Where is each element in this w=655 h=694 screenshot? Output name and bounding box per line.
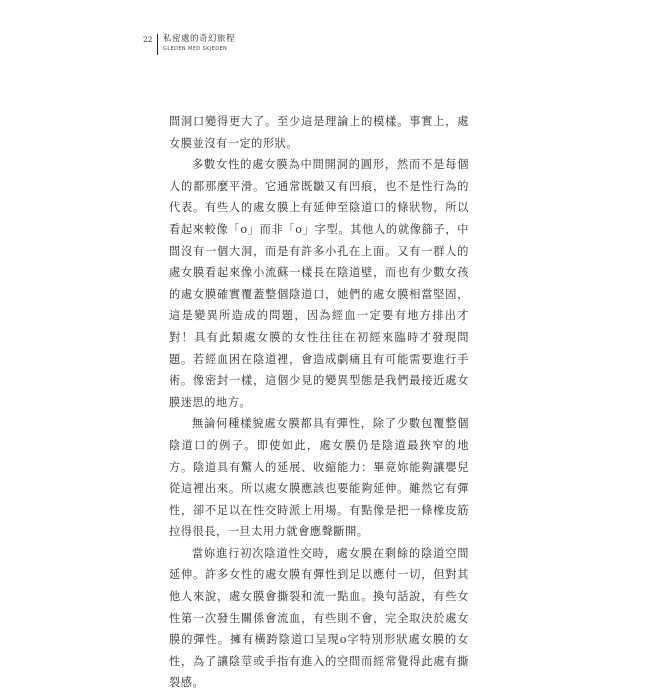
header-titles — [163, 34, 235, 53]
body-text — [169, 111, 469, 694]
running-header — [143, 34, 235, 58]
paragraph: 間洞口變得更大了。至少這是理論上的模樣。事實上，處女膜並沒有一定的形狀。 — [169, 115, 469, 150]
book-title-chinese: 私密處的奇幻旅程 — [163, 34, 236, 44]
page-number: 22 — [143, 35, 153, 44]
book-title-original: GLEDEN MED SKJEDEN — [163, 46, 228, 52]
paragraph: 多數女性的處女膜為中間開洞的圓形，然而不是每個人的都那麼平滑。它通常既皺又有凹痕，也不是性行為的代表。有些人的處女膜上有延伸至陰道口的條狀物，所以看起來較像「o」而非「o」字型。其他人的就像篩子，中間沒有一個大洞，而是有許多小孔在上面。又有一群人的處女膜看起來像小流蘇一樣長在陰道壁，而也有少數女孩的處女膜確實覆蓋整個陰道口，她們的處女膜相當堅固，這是變異所造成的問題，因為經血一定要有地方排出才對！具有此類處女膜的女性往往在初經來臨時才發現問題。若經血困在陰道裡，會造成劇痛且有可能需要進行手術。像密封一樣，這個少見的變異型態是我們最接近處女膜迷思的地方。 — [169, 158, 469, 409]
header-divider — [157, 34, 159, 55]
paragraph: 無論何種樣貌處女膜都具有彈性，除了少數包覆整個陰道口的例子。即使如此，處女膜仍是陰道最狹窄的地方。陰道具有驚人的延展、收縮能力：畢竟妳能夠讓嬰兒從這裡出來。所以處女膜應該也要能夠延伸。雖然它有彈性，卻不足以在性交時派上用場。有點像是把一條橡皮筋拉得很長，一旦太用力就會應聲斷開。 — [169, 417, 469, 539]
paragraph: 當妳進行初次陰道性交時，處女膜在剩餘的陰道空間延伸。許多女性的處女膜有彈性到足以應付一切，但對其他人來說，處女膜會撕裂和流一點血。換句話說，有些女性第一次發生關係會流血，有些則不會，完全取決於處女膜的彈性。擁有橫跨陰道口呈現o字特別形狀處女膜的女性，為了讓陰莖或手指有進入的空間而經常覺得此處有撕裂感。 — [169, 546, 469, 690]
